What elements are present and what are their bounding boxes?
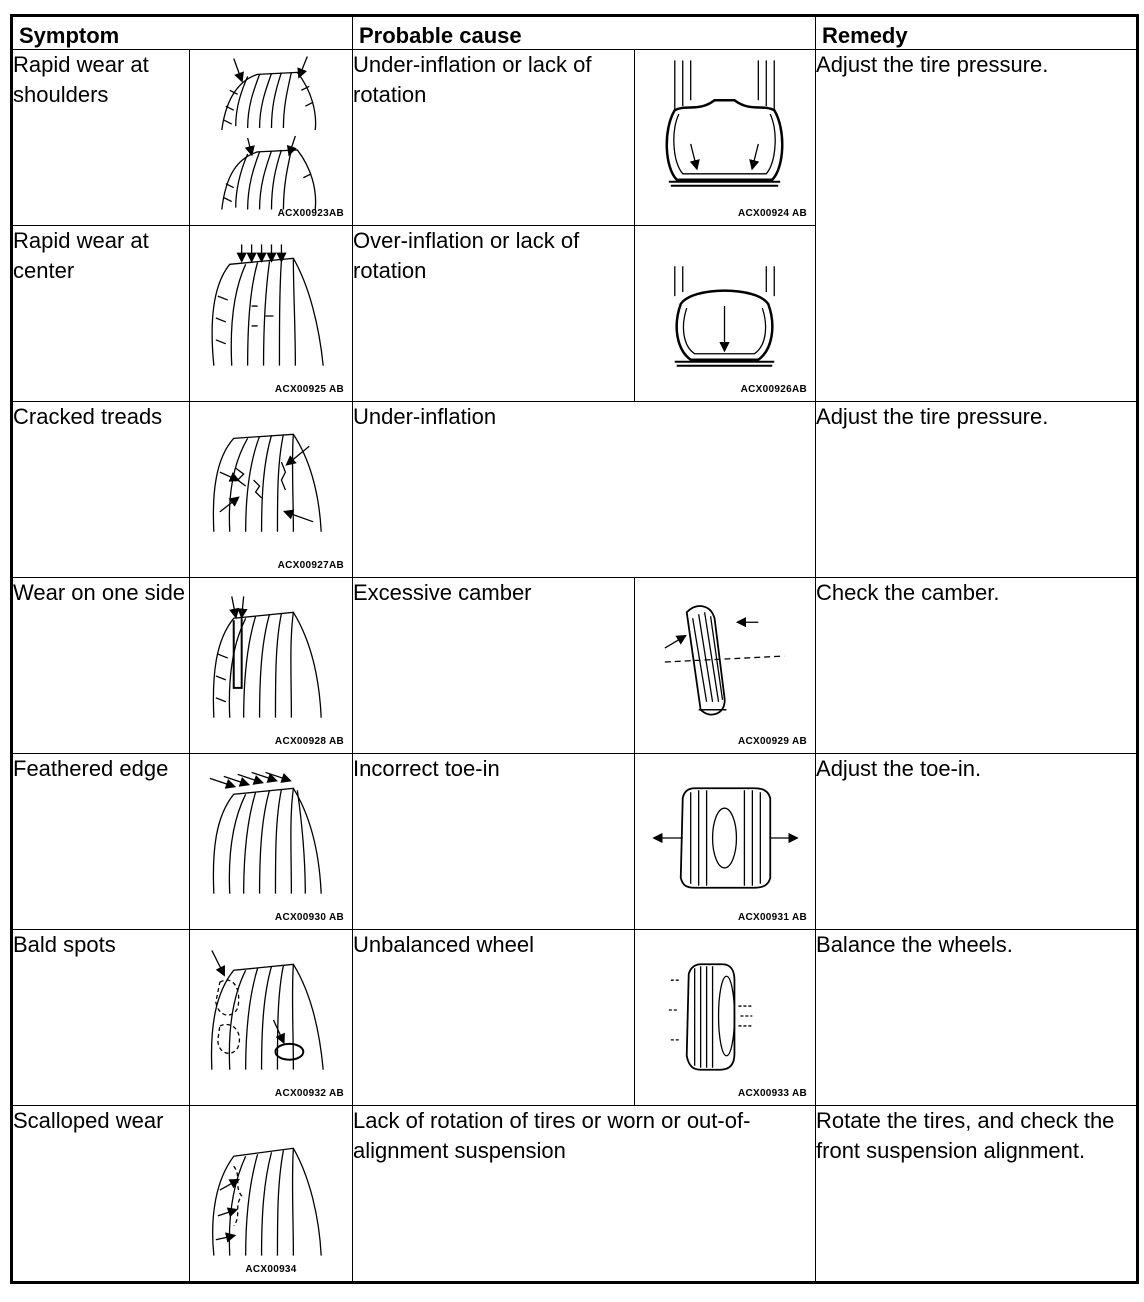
remedy-cell: Adjust the tire pressure.	[816, 402, 1138, 578]
tire-tread-icon	[190, 226, 352, 401]
tire-section-icon	[635, 50, 815, 225]
table-row	[12, 578, 1138, 754]
cause-figure	[635, 226, 816, 402]
symptom-figure	[190, 402, 353, 578]
figure-code: ACX00923AB	[277, 208, 344, 219]
figure-code: ACX00926AB	[740, 384, 808, 395]
symptom-cell: Rapid wear at shoulders	[12, 50, 190, 226]
figure-code: ACX00930 AB	[274, 912, 344, 923]
symptom-cell: Rapid wear at center	[12, 226, 190, 402]
cause-figure	[635, 754, 816, 930]
tire-diagnosis-table	[10, 14, 1139, 1284]
symptom-cell: Cracked treads	[12, 402, 190, 578]
symptom-figure	[190, 930, 353, 1106]
symptom-cell: Feathered edge	[12, 754, 190, 930]
tire-tread-icon	[190, 50, 352, 225]
cause-cell: Unbalanced wheel	[353, 930, 635, 1106]
figure-code: ACX00928 AB	[274, 736, 344, 747]
table-row	[12, 1106, 1138, 1283]
figure-code: ACX00929 AB	[737, 736, 808, 747]
symptom-figure	[190, 1106, 353, 1283]
header-remedy: Remedy	[816, 16, 1138, 50]
figure-code: ACX00925 AB	[274, 384, 344, 395]
header-row	[12, 16, 1138, 50]
figure-code: ACX00924 AB	[737, 208, 808, 219]
cause-cell: Under-inflation or lack of rotation	[353, 50, 635, 226]
cause-cell: Excessive camber	[353, 578, 635, 754]
cause-cell: Lack of rotation of tires or worn or out-of-alignment suspension	[353, 1106, 816, 1283]
symptom-figure	[190, 754, 353, 930]
figure-code: ACX00931 AB	[737, 912, 808, 923]
tire-tread-icon	[190, 930, 352, 1105]
cause-figure	[635, 930, 816, 1106]
symptom-figure	[190, 50, 353, 226]
cause-cell: Over-inflation or lack of rotation	[353, 226, 635, 402]
remedy-cell: Check the camber.	[816, 578, 1138, 754]
cause-figure	[635, 50, 816, 226]
header-symptom: Symptom	[12, 16, 353, 50]
table-row	[12, 50, 1138, 226]
cause-figure	[635, 578, 816, 754]
table-row	[12, 402, 1138, 578]
remedy-cell: Adjust the toe-in.	[816, 754, 1138, 930]
symptom-cell: Bald spots	[12, 930, 190, 1106]
header-cause: Probable cause	[353, 16, 816, 50]
remedy-cell: Rotate the tires, and check the front suspension alignment.	[816, 1106, 1138, 1283]
figure-code: ACX00933 AB	[737, 1088, 808, 1099]
tire-tread-icon	[190, 754, 352, 929]
figure-code: ACX00927AB	[277, 560, 344, 571]
cause-cell: Under-inflation	[353, 402, 816, 578]
remedy-cell: Adjust the tire pressure.	[816, 50, 1138, 402]
table-row	[12, 930, 1138, 1106]
remedy-cell: Balance the wheels.	[816, 930, 1138, 1106]
figure-code: ACX00932 AB	[274, 1088, 344, 1099]
tire-tread-icon	[190, 402, 352, 577]
symptom-cell: Wear on one side	[12, 578, 190, 754]
tire-tread-icon	[190, 578, 352, 753]
figure-code: ACX00934	[245, 1264, 297, 1275]
symptom-figure	[190, 578, 353, 754]
tire-side-icon	[635, 930, 815, 1105]
tire-tread-icon	[190, 1106, 352, 1281]
tire-side-icon	[635, 754, 815, 929]
tire-section-icon	[635, 226, 815, 401]
symptom-figure	[190, 226, 353, 402]
symptom-cell: Scalloped wear	[12, 1106, 190, 1283]
table-row	[12, 754, 1138, 930]
tire-side-icon	[635, 578, 815, 753]
cause-cell: Incorrect toe-in	[353, 754, 635, 930]
